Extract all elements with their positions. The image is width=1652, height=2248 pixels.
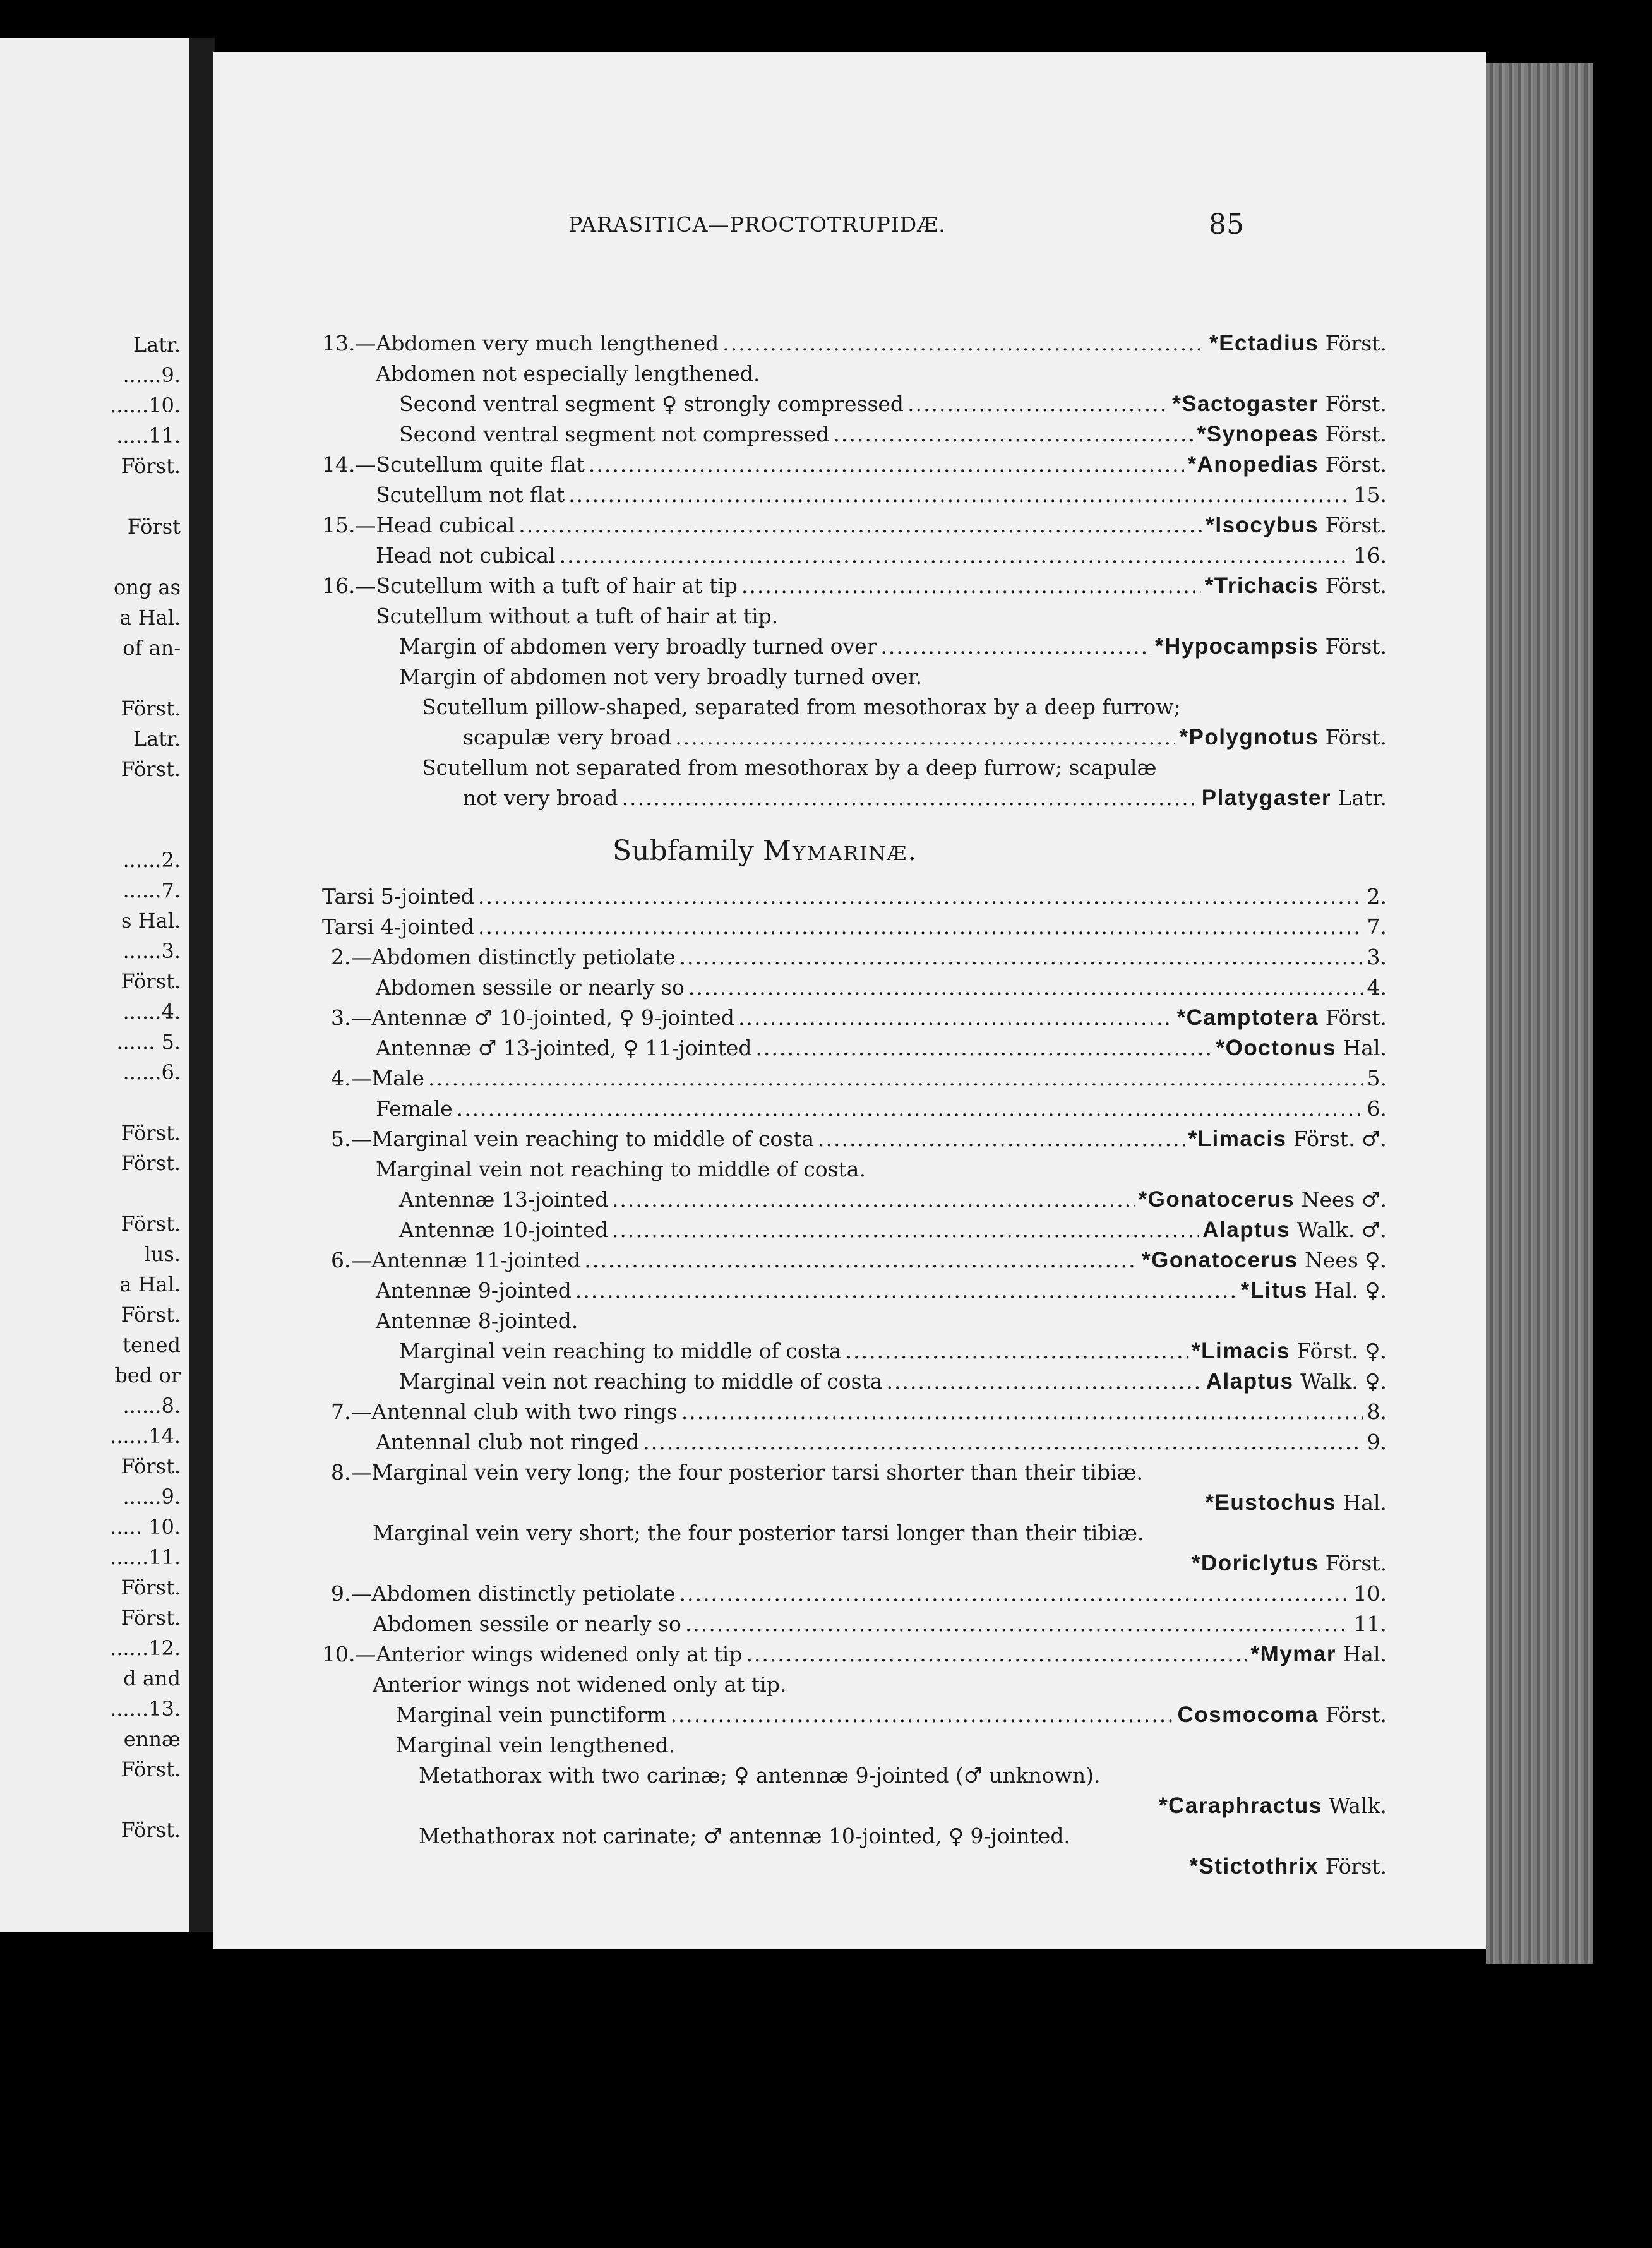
key-result xyxy=(1209,328,1387,359)
leader-dots xyxy=(575,1276,1237,1306)
key-text: Scutellum not flat xyxy=(376,482,565,507)
key-line xyxy=(399,1366,1387,1397)
key-result xyxy=(1205,1488,1387,1518)
left-text-fragment: lus. xyxy=(144,1242,181,1266)
author: Latr. xyxy=(1338,786,1387,810)
key-line xyxy=(399,662,1387,692)
genus-name: *Caraphractus xyxy=(1158,1793,1322,1818)
key-text: Abdomen sessile or nearly so xyxy=(376,975,685,1000)
key-text: Metathorax with two carinæ; ♀ antennæ 9-jointed (♂ unknown). xyxy=(419,1763,1101,1788)
author: Först. xyxy=(1325,452,1387,477)
genus-name: *Stictothrix xyxy=(1189,1854,1319,1879)
key-result xyxy=(1206,1366,1387,1397)
key-ref: 16. xyxy=(1353,543,1387,568)
key-ref: 4. xyxy=(1367,975,1387,1000)
key-line xyxy=(422,753,1387,783)
key-line xyxy=(399,1215,1387,1245)
leader-dots xyxy=(818,1124,1184,1154)
left-text-fragment: tened xyxy=(123,1333,181,1357)
key-line xyxy=(419,1821,1387,1851)
key-text: Head not cubical xyxy=(376,543,556,568)
key-line xyxy=(399,631,1387,662)
key-line xyxy=(322,571,1387,601)
key-result xyxy=(1188,1124,1387,1154)
left-text-fragment: of an- xyxy=(123,636,181,660)
leader-dots xyxy=(886,1366,1202,1397)
key-line xyxy=(322,450,1387,480)
leader-dots xyxy=(589,450,1184,480)
key-line xyxy=(1192,1548,1387,1579)
left-text-fragment: bed or xyxy=(114,1363,181,1387)
key-line xyxy=(322,912,1387,942)
author: Nees ♀. xyxy=(1305,1248,1387,1272)
key-line xyxy=(376,1033,1387,1063)
genus-name: *Synopeas xyxy=(1197,422,1319,446)
key-result xyxy=(1205,571,1387,601)
key-text: 7.—Antennal club with two rings xyxy=(331,1399,678,1424)
left-text-fragment: d and xyxy=(123,1666,181,1690)
key-line xyxy=(376,601,1387,631)
genus-name: *Ooctonus xyxy=(1216,1036,1336,1060)
key-text: Second ventral segment ♀ strongly compressed xyxy=(399,392,904,416)
left-text-fragment: Först. xyxy=(121,1818,181,1842)
leader-dots xyxy=(880,631,1151,662)
leader-dots xyxy=(738,1003,1173,1033)
genus-name: *Camptotera xyxy=(1176,1005,1319,1030)
key-line xyxy=(422,692,1387,722)
author: Först. xyxy=(1325,634,1387,659)
key-line xyxy=(331,1245,1387,1276)
leader-dots xyxy=(681,1397,1363,1427)
leader-dots xyxy=(688,972,1363,1003)
genus-name: Alaptus xyxy=(1202,1217,1291,1242)
key-text: Second ventral segment not compressed xyxy=(399,422,830,446)
key-ref: 8. xyxy=(1367,1399,1387,1424)
running-head: PARASITICA—PROCTOTRUPIDÆ. xyxy=(568,212,946,237)
genus-name: *Litus xyxy=(1240,1278,1308,1303)
key-line xyxy=(331,1457,1387,1488)
left-text-fragment: Först. xyxy=(121,1212,181,1236)
key-text: Antennæ 9-jointed xyxy=(376,1278,572,1303)
leader-dots xyxy=(612,1185,1135,1215)
key-text: 2.—Abdomen distinctly petiolate xyxy=(331,945,676,969)
key-text: 4.—Male xyxy=(331,1066,425,1091)
genus-name: *Trichacis xyxy=(1204,573,1319,598)
key-result xyxy=(1139,1185,1387,1215)
left-text-fragment: ......13. xyxy=(110,1697,181,1721)
key-line xyxy=(419,1761,1387,1791)
key-line xyxy=(1205,1488,1387,1518)
key-line xyxy=(322,1639,1387,1670)
key-result xyxy=(1202,1215,1387,1245)
key-line xyxy=(399,1185,1387,1215)
leader-dots xyxy=(833,419,1193,450)
left-text-fragment: ......8. xyxy=(123,1394,181,1418)
author: Walk. ♀. xyxy=(1300,1369,1387,1394)
key-text: Antennæ 10-jointed xyxy=(399,1217,608,1242)
subfamily-heading xyxy=(613,835,918,867)
key-result xyxy=(1178,1700,1387,1730)
key-line xyxy=(376,1427,1387,1457)
leader-dots xyxy=(670,1700,1173,1730)
left-text-fragment: Först. xyxy=(121,1121,181,1145)
genus-name: *Doriclytus xyxy=(1191,1551,1319,1575)
genus-name: *Mymar xyxy=(1250,1642,1336,1666)
leader-dots xyxy=(478,912,1363,942)
key-line xyxy=(376,1276,1387,1306)
genus-name: *Polygnotus xyxy=(1179,725,1319,750)
book-gutter xyxy=(189,38,215,1932)
leader-dots xyxy=(722,328,1206,359)
key-result xyxy=(1192,1548,1387,1579)
left-text-fragment: Latr. xyxy=(133,727,181,751)
page-edge xyxy=(1486,63,1593,1964)
key-text: Marginal vein not reaching to middle of costa. xyxy=(376,1157,866,1181)
key-result xyxy=(1189,1851,1387,1882)
key-text: 9.—Abdomen distinctly petiolate xyxy=(331,1581,676,1606)
leader-dots xyxy=(675,722,1175,753)
left-text-fragment: Först. xyxy=(121,1575,181,1599)
left-text-fragment: Först. xyxy=(121,454,181,478)
key-line xyxy=(376,480,1387,510)
key-text: Antennæ 8-jointed. xyxy=(376,1308,578,1333)
key-line xyxy=(322,328,1387,359)
key-result xyxy=(1192,1336,1387,1366)
leader-dots xyxy=(643,1427,1363,1457)
left-text-fragment: ...... 5. xyxy=(116,1030,181,1054)
key-text: Scutellum not separated from mesothorax by a deep furrow; scapulæ xyxy=(422,755,1157,780)
left-text-fragment: ......9. xyxy=(123,363,181,387)
author: Först. xyxy=(1325,513,1387,537)
author: Först. xyxy=(1325,1005,1387,1030)
key-line xyxy=(376,1094,1387,1124)
key-line xyxy=(399,1336,1387,1366)
genus-name: *Sactogaster xyxy=(1172,392,1319,416)
leader-dots xyxy=(679,1579,1350,1609)
key-text: Methathorax not carinate; ♂ antennæ 10-jointed, ♀ 9-jointed. xyxy=(419,1824,1070,1848)
key-line xyxy=(376,541,1387,571)
leader-dots xyxy=(428,1063,1363,1094)
key-line xyxy=(331,1397,1387,1427)
subfamily-name: Mymarinæ. xyxy=(762,835,918,867)
key-ref: 11. xyxy=(1353,1611,1387,1636)
author: Hal. ♀. xyxy=(1314,1278,1387,1303)
key-text: Scutellum without a tuft of hair at tip. xyxy=(376,604,779,628)
key-text: 16.—Scutellum with a tuft of hair at tip xyxy=(322,573,738,598)
genus-name: *Hypocampsis xyxy=(1154,634,1319,659)
left-text-fragment: Först xyxy=(127,515,181,539)
key-line xyxy=(399,389,1387,419)
genus-name: Cosmocoma xyxy=(1177,1702,1319,1727)
leader-dots xyxy=(478,882,1363,912)
key-ref: 10. xyxy=(1353,1581,1387,1606)
key-text: Tarsi 5-jointed xyxy=(322,884,474,909)
leader-dots xyxy=(846,1336,1188,1366)
author: Hal. xyxy=(1343,1490,1387,1515)
key-text: 3.—Antennæ ♂ 10-jointed, ♀ 9-jointed xyxy=(331,1005,734,1030)
leader-dots xyxy=(612,1215,1199,1245)
key-text: scapulæ very broad xyxy=(463,725,672,750)
key-line xyxy=(396,1730,1387,1761)
left-text-fragment: .....11. xyxy=(116,424,181,448)
key-result xyxy=(1206,510,1387,541)
key-text: Marginal vein reaching to middle of costa xyxy=(399,1339,842,1363)
author: Först. xyxy=(1325,725,1387,750)
key-text: 10.—Anterior wings widened only at tip xyxy=(322,1642,743,1666)
left-text-fragment: ......3. xyxy=(123,939,181,963)
key-text: 14.—Scutellum quite flat xyxy=(322,452,585,477)
author: Först. xyxy=(1325,1702,1387,1727)
leader-dots xyxy=(741,571,1201,601)
key-text: Margin of abdomen very broadly turned over xyxy=(399,634,877,659)
key-line xyxy=(376,359,1387,389)
key-line xyxy=(376,1154,1387,1185)
key-line xyxy=(373,1609,1387,1639)
author: Först. xyxy=(1325,392,1387,416)
key-line xyxy=(331,942,1387,972)
genus-name: Alaptus xyxy=(1206,1369,1294,1394)
key-text: Antennal club not ringed xyxy=(376,1430,640,1454)
left-text-fragment: ......6. xyxy=(123,1060,181,1084)
author: Först. xyxy=(1325,573,1387,598)
author: Hal. xyxy=(1343,1036,1387,1060)
genus-name: *Limacis xyxy=(1192,1339,1290,1363)
left-text-fragment: a Hal. xyxy=(119,606,181,630)
key-text: Female xyxy=(376,1096,453,1121)
leader-dots xyxy=(560,541,1350,571)
key-result xyxy=(1155,631,1387,662)
author: Walk. xyxy=(1329,1793,1387,1818)
genus-name: *Isocybus xyxy=(1206,513,1319,537)
key-ref: 3. xyxy=(1367,945,1387,969)
key-line xyxy=(399,419,1387,450)
key-ref: 6. xyxy=(1367,1096,1387,1121)
key-line xyxy=(331,1124,1387,1154)
key-text: 15.—Head cubical xyxy=(322,513,515,537)
key-result xyxy=(1188,450,1387,480)
key-line xyxy=(322,882,1387,912)
key-result xyxy=(1176,1003,1387,1033)
key-result xyxy=(1179,722,1387,753)
left-text-fragment: Först. xyxy=(121,697,181,720)
key-result xyxy=(1241,1276,1387,1306)
leader-dots xyxy=(568,480,1350,510)
key-ref: 7. xyxy=(1367,914,1387,939)
key-line xyxy=(322,510,1387,541)
author: Walk. ♂. xyxy=(1296,1217,1387,1242)
key-ref: 15. xyxy=(1353,482,1387,507)
genus-name: Platygaster xyxy=(1201,786,1331,810)
genus-name: *Anopedias xyxy=(1187,452,1319,477)
left-text-fragment: Först. xyxy=(121,1303,181,1327)
key-result xyxy=(1172,389,1387,419)
key-line xyxy=(1159,1791,1387,1821)
left-text-fragment: ong as xyxy=(113,575,181,599)
key-text: Scutellum pillow-shaped, separated from mesothorax by a deep furrow; xyxy=(422,695,1181,719)
key-text: Antennæ 13-jointed xyxy=(399,1187,608,1212)
key-result xyxy=(1202,783,1387,813)
key-result xyxy=(1197,419,1387,450)
genus-name: *Eustochus xyxy=(1205,1490,1336,1515)
key-line xyxy=(331,1579,1387,1609)
key-text: 5.—Marginal vein reaching to middle of costa xyxy=(331,1127,815,1151)
key-line xyxy=(1189,1851,1387,1882)
leader-dots xyxy=(457,1094,1363,1124)
leader-dots xyxy=(755,1033,1212,1063)
key-text: Tarsi 4-jointed xyxy=(322,914,474,939)
key-line xyxy=(463,722,1387,753)
left-text-fragment: Latr. xyxy=(133,333,181,357)
key-text: 8.—Marginal vein very long; the four posterior tarsi shorter than their tibiæ. xyxy=(331,1460,1144,1485)
author: Först. xyxy=(1325,1551,1387,1575)
genus-name: *Gonatocerus xyxy=(1142,1248,1298,1272)
key-ref: 2. xyxy=(1367,884,1387,909)
key-line xyxy=(376,1306,1387,1336)
leader-dots xyxy=(584,1245,1138,1276)
key-result xyxy=(1216,1033,1387,1063)
left-text-fragment: ......12. xyxy=(110,1636,181,1660)
author: Först. xyxy=(1325,331,1387,356)
author: Först. xyxy=(1325,1854,1387,1879)
author: Nees ♂. xyxy=(1301,1187,1387,1212)
page-header xyxy=(354,208,1244,244)
key-text: 6.—Antennæ 11-jointed xyxy=(331,1248,581,1272)
genus-name: *Gonatocerus xyxy=(1138,1187,1295,1212)
author: Först. ♀. xyxy=(1296,1339,1387,1363)
leader-dots xyxy=(746,1639,1247,1670)
key-ref: 5. xyxy=(1367,1066,1387,1091)
author: Först. ♂. xyxy=(1293,1127,1387,1151)
left-text-fragment: Först. xyxy=(121,1454,181,1478)
key-ref: 9. xyxy=(1367,1430,1387,1454)
left-text-fragment: Först. xyxy=(121,1606,181,1630)
author: Hal. xyxy=(1343,1642,1387,1666)
genus-name: *Ectadius xyxy=(1209,331,1319,356)
page-number: 85 xyxy=(1209,208,1244,241)
left-text-fragment: Först. xyxy=(121,1151,181,1175)
key-text: Abdomen sessile or nearly so xyxy=(373,1611,681,1636)
left-text-fragment: a Hal. xyxy=(119,1272,181,1296)
left-page-fragment xyxy=(0,38,193,1932)
key-line xyxy=(376,972,1387,1003)
leader-dots xyxy=(685,1609,1350,1639)
left-text-fragment: ......2. xyxy=(123,848,181,872)
left-text-fragment: ......10. xyxy=(110,393,181,417)
key-result xyxy=(1159,1791,1387,1821)
key-line xyxy=(331,1063,1387,1094)
left-text-fragment: ......7. xyxy=(123,878,181,902)
left-text-fragment: ......4. xyxy=(123,1000,181,1024)
key-result xyxy=(1142,1245,1387,1276)
key-line xyxy=(396,1700,1387,1730)
leader-dots xyxy=(622,783,1198,813)
left-text-fragment: ......14. xyxy=(110,1424,181,1448)
genus-name: *Limacis xyxy=(1188,1127,1287,1151)
key-text: Antennæ ♂ 13-jointed, ♀ 11-jointed xyxy=(376,1036,752,1060)
key-line xyxy=(331,1003,1387,1033)
left-text-fragment: ......11. xyxy=(110,1545,181,1569)
key-text: Anterior wings not widened only at tip. xyxy=(373,1672,787,1697)
key-result xyxy=(1251,1639,1387,1670)
left-text-fragment: ..... 10. xyxy=(110,1515,181,1539)
key-line xyxy=(463,783,1387,813)
left-text-fragment: Först. xyxy=(121,757,181,781)
leader-dots xyxy=(679,942,1363,972)
leader-dots xyxy=(518,510,1202,541)
key-text: 13.—Abdomen very much lengthened xyxy=(322,331,719,356)
left-text-fragment: Först. xyxy=(121,969,181,993)
subfamily-prefix: Subfamily xyxy=(613,835,754,867)
key-text: Marginal vein lengthened. xyxy=(396,1733,676,1757)
key-text: Marginal vein very short; the four posterior tarsi longer than their tibiæ. xyxy=(373,1521,1144,1545)
key-text: Marginal vein not reaching to middle of costa xyxy=(399,1369,883,1394)
key-text: Abdomen not especially lengthened. xyxy=(376,361,760,386)
key-text: not very broad xyxy=(463,786,618,810)
author: Först. xyxy=(1325,422,1387,446)
key-line xyxy=(373,1670,1387,1700)
left-text-fragment: ennæ xyxy=(123,1727,181,1751)
key-line xyxy=(373,1518,1387,1548)
left-text-fragment: s Hal. xyxy=(121,909,181,933)
key-text: Margin of abdomen not very broadly turned over. xyxy=(399,664,923,689)
left-text-fragment: Först. xyxy=(121,1757,181,1781)
left-text-fragment: ......9. xyxy=(123,1485,181,1509)
key-text: Marginal vein punctiform xyxy=(396,1702,667,1727)
leader-dots xyxy=(907,389,1168,419)
